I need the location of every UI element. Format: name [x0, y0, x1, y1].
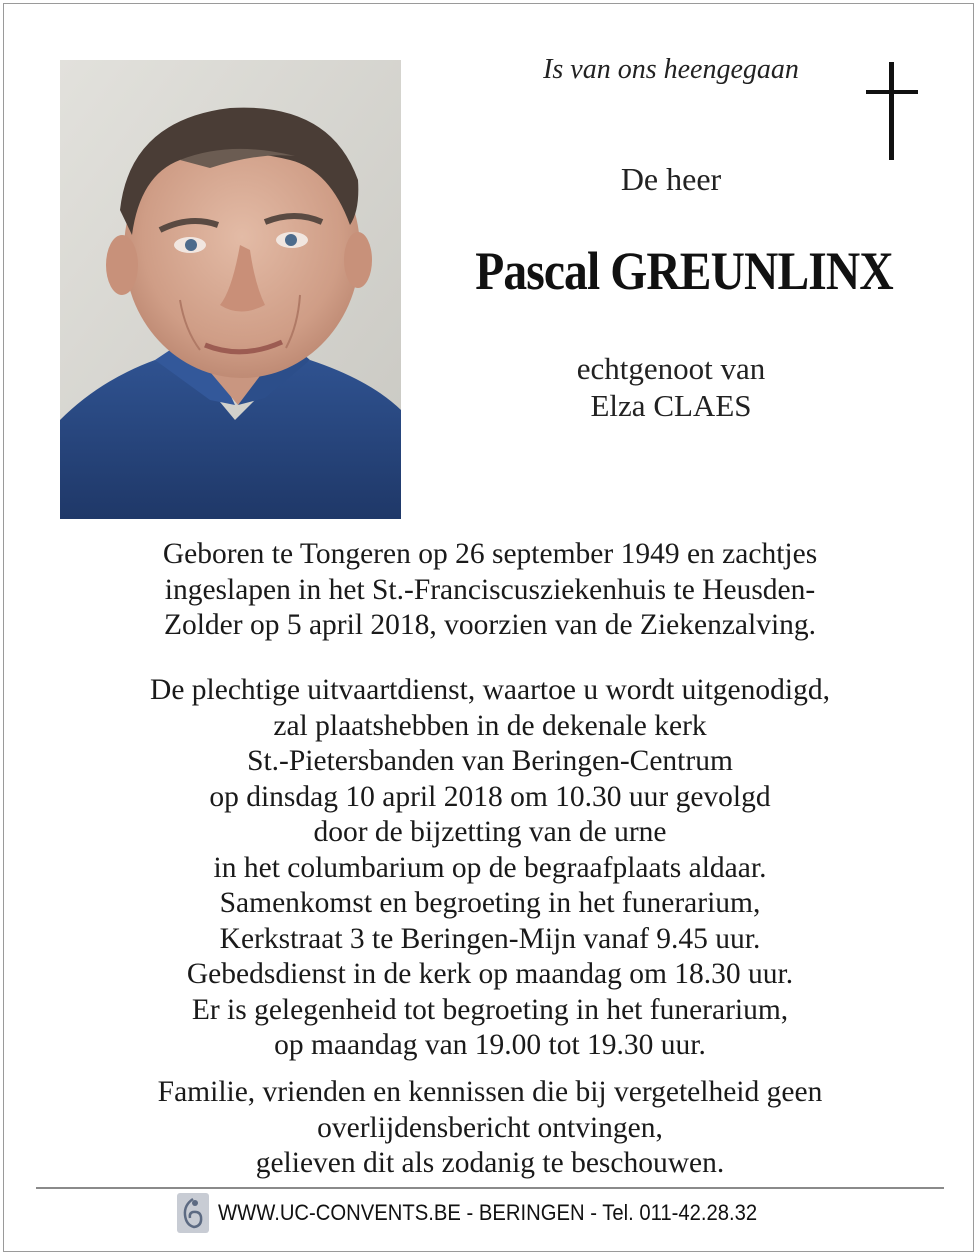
paragraph-line: Samenkomst en begroeting in het funerarium,	[219, 887, 761, 919]
deceased-name: Pascal GREUNLINX	[475, 241, 893, 301]
intro-text: Is van ons heengegaan	[543, 54, 799, 85]
paragraph-line: ingeslapen in het St.-Franciscusziekenhuis te Heusden-	[164, 573, 816, 606]
service-paragraph	[40, 673, 940, 1064]
paragraph-line: gelieven dit als zodanig te beschouwen.	[255, 1147, 725, 1179]
paragraph-line: in het columbarium op de begraafplaats aldaar.	[213, 851, 767, 884]
portrait-photo	[60, 60, 401, 519]
paragraph-line: Gebedsdienst in de kerk op maandag om 18.30 uur.	[186, 958, 794, 990]
paragraph-line: Er is gelegenheid tot begroeting in het funerarium,	[191, 993, 789, 1026]
paragraph-line: overlijdensbericht ontvingen,	[317, 1111, 663, 1144]
paragraph-line: op maandag van 19.00 tot 19.30 uur.	[274, 1029, 706, 1061]
birth-paragraph	[40, 537, 940, 644]
paragraph-line: Geboren te Tongeren op 26 september 1949 en zachtjes	[162, 538, 818, 570]
paragraph-line: Kerkstraat 3 te Beringen-Mijn vanaf 9.45 uur.	[219, 922, 761, 955]
paragraph-line: zal plaatshebben in de dekenale kerk	[273, 709, 707, 742]
cross-icon	[862, 62, 922, 160]
paragraph-line: op dinsdag 10 april 2018 om 10.30 uur gevolgd	[209, 780, 771, 813]
paragraph-line: Familie, vrienden en kennissen die bij vergetelheid geen	[157, 1076, 823, 1108]
funeral-home-logo-icon	[177, 1193, 209, 1233]
paragraph-line: Zolder op 5 april 2018, voorzien van de Ziekenzalving.	[163, 609, 817, 641]
paragraph-line: De plechtige uitvaartdienst, waartoe u wordt uitgenodigd,	[150, 674, 830, 706]
paragraph-line: door de bijzetting van de urne	[313, 816, 667, 848]
honorific: De heer	[620, 161, 722, 197]
footer-contact: WWW.UC-CONVENTS.BE - BERINGEN - Tel. 011-42.28.32	[218, 1200, 758, 1225]
notice-paragraph	[40, 1075, 940, 1182]
footer-divider	[36, 1187, 944, 1189]
spouse-block	[440, 350, 902, 424]
spouse-relation: echtgenoot van	[576, 351, 766, 386]
spouse-name: Elza CLAES	[590, 388, 752, 423]
paragraph-line: St.-Pietersbanden van Beringen-Centrum	[247, 745, 733, 777]
